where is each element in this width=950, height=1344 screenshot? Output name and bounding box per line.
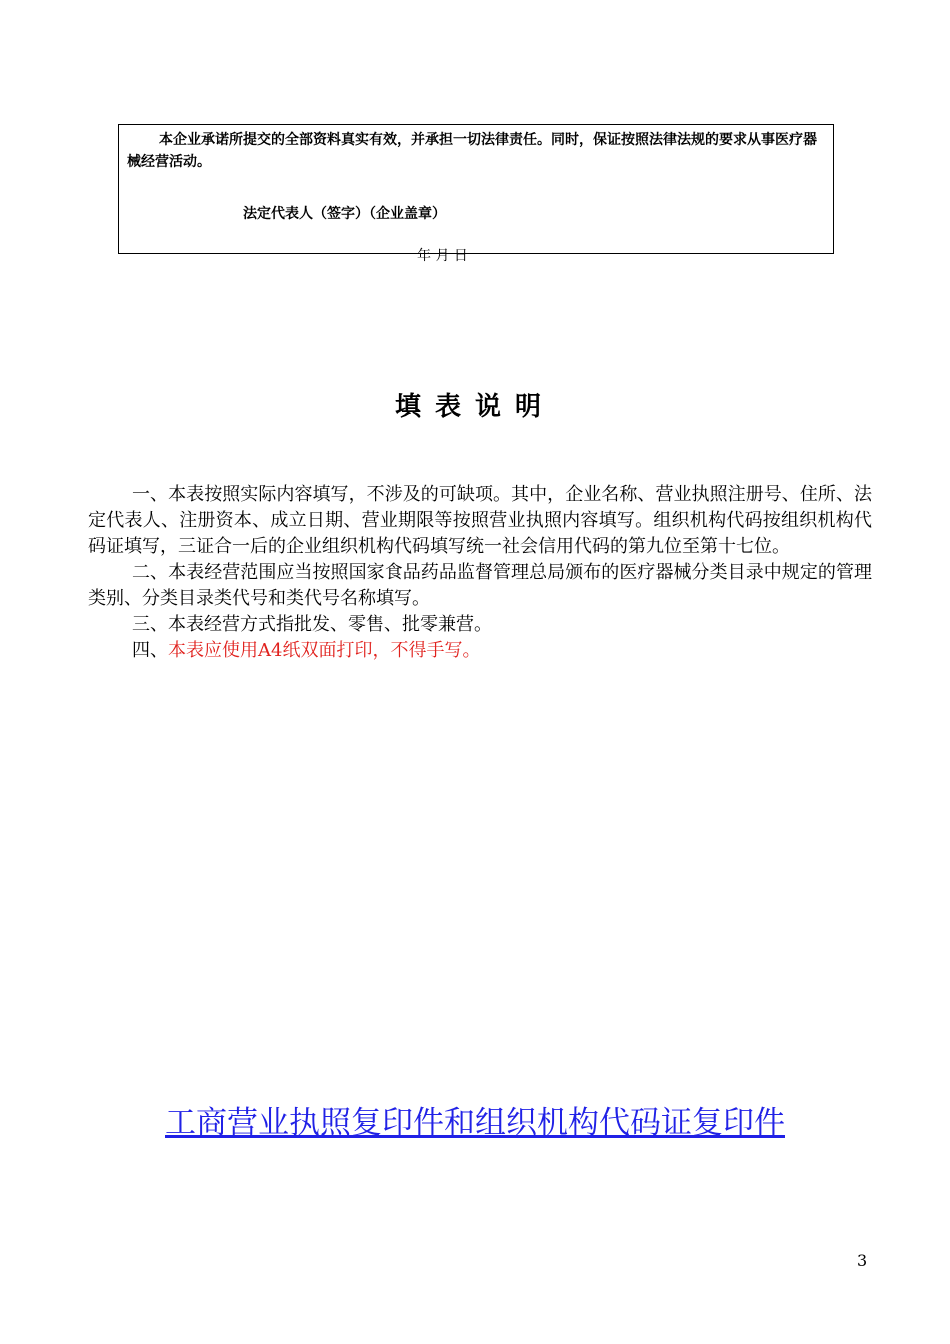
commitment-box [118,124,834,264]
instruction-item-3: 三、本表经营方式指批发、零售、批零兼营。 [132,614,492,635]
signature-line: 法定代表人（签字）（企业盖章） [243,206,446,222]
instruction-item-2: 二、本表经营范围应当按照国家食品药品监督管理总局颁布的医疗器械分类目录中规定的管理类别、分类目录类代号和类代号名称填写。 [88,562,872,609]
page-number: 3 [857,1251,868,1270]
instructions-title: 填表说明 [394,392,555,422]
instruction-item-4-highlight: 本表应使用A4纸双面打印，不得手写。 [168,640,481,661]
instruction-item-4-prefix: 四、 [132,640,168,661]
license-copy-link[interactable]: 工商营业执照复印件和组织机构代码证复印件 [165,1105,785,1141]
instruction-item-1: 一、本表按照实际内容填写，不涉及的可缺项。其中，企业名称、营业执照注册号、住所、法定代表人、注册资本、成立日期、营业期限等按照营业执照内容填写。组织机构代码按组织机构代码证填写，三证合一后的企业组织机构代码填写统一社会信用代码的第九位至第十七位。 [88,484,872,557]
commitment-statement: 本企业承诺所提交的全部资料真实有效，并承担一切法律责任。同时，保证按照法律法规的要求从事医疗器械经营活动。 [127,132,817,170]
date-line: 年 月 日 [417,248,468,264]
instructions-body [88,482,872,664]
instruction-item-4 [88,638,872,664]
